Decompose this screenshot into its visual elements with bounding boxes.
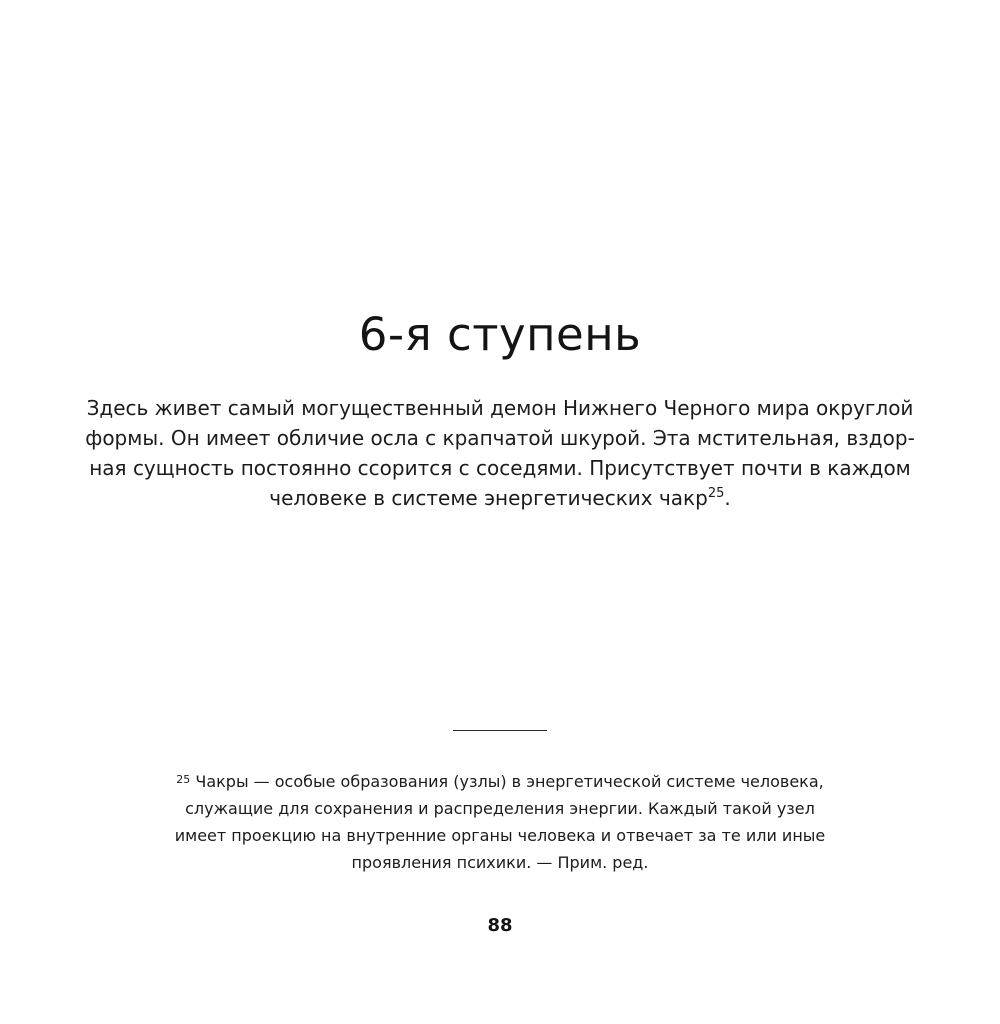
footnote-divider [453, 730, 547, 731]
footnote [100, 768, 900, 876]
body-line-last [72, 483, 928, 513]
footnote-line: имеет проекцию на внутренние органы человека и отвечает за те или иные [174, 826, 826, 845]
footnote-line-first [100, 768, 900, 795]
footnote-number: 25 [176, 773, 191, 786]
body-line: формы. Он имеет обличие осла с крапчатой шкурой. Эта мстительная, вздор- [85, 426, 915, 450]
body-line-text: человеке в системе энергетических чакр [269, 486, 708, 510]
page-number: 88 [487, 915, 513, 936]
body-line: ная сущность постоянно ссорится с соседями. Присутствует почти в каждом [89, 456, 911, 480]
footnote-reference[interactable]: 25 [707, 486, 725, 501]
body-paragraph [72, 393, 928, 513]
body-end-punct: . [724, 486, 731, 510]
footnote-line: служащие для сохранения и распределения энергии. Каждый такой узел [185, 799, 815, 818]
body-line: Здесь живет самый могущественный демон Нижнего Черного мира округлой [86, 396, 914, 420]
footnote-line-text: Чакры — особые образования (узлы) в энергетической системе человека, [195, 772, 824, 791]
footnote-line: проявления психики. — Прим. ред. [351, 853, 649, 872]
chapter-heading: 6-я ступень [358, 308, 642, 361]
